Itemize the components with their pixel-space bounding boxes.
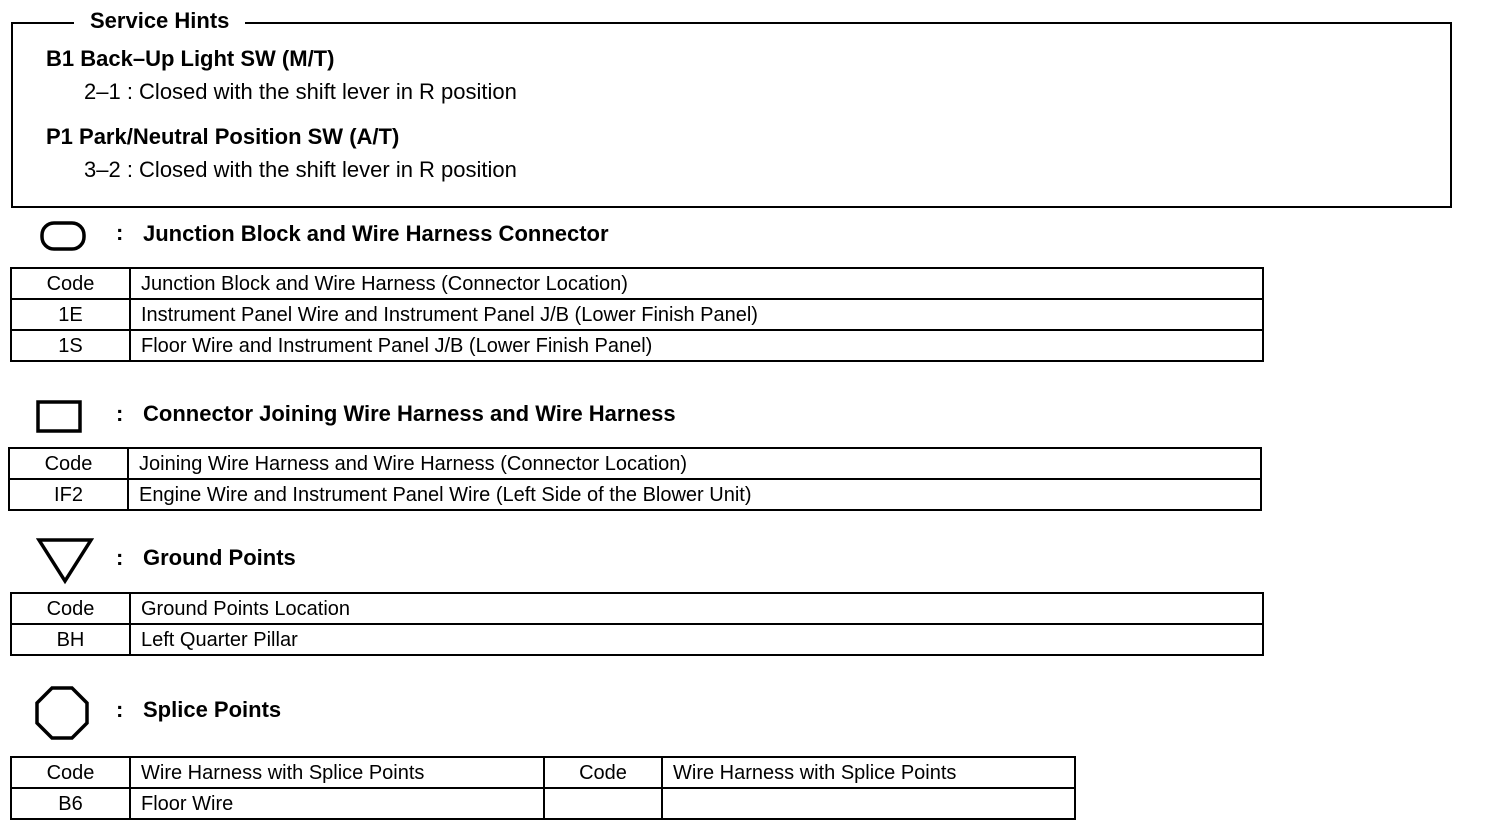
table-row <box>11 788 1075 819</box>
code-header: Code <box>11 268 130 299</box>
hint-heading-p1: P1 Park/Neutral Position SW (A/T) <box>46 124 400 149</box>
wire-harness-header: Wire Harness with Splice Points <box>130 757 544 788</box>
table-row <box>11 299 1263 330</box>
ground-section-title: Ground Points <box>143 545 296 570</box>
code-cell: 1S <box>11 330 130 361</box>
code-cell: 1E <box>11 299 130 330</box>
table-row <box>11 330 1263 361</box>
junction-section-title: Junction Block and Wire Harness Connector <box>143 221 609 246</box>
wire-harness-cell: Floor Wire <box>130 788 544 819</box>
location-header: Joining Wire Harness and Wire Harness (Connector Location) <box>128 448 1261 479</box>
code-cell: IF2 <box>9 479 128 510</box>
table-header-row <box>9 448 1261 479</box>
hint-detail-b1: 2–1 : Closed with the shift lever in R position <box>84 79 517 104</box>
connector-section-title: Connector Joining Wire Harness and Wire Harness <box>143 401 676 426</box>
code-header: Code <box>11 593 130 624</box>
table-header-row <box>11 593 1263 624</box>
table-header-row <box>11 757 1075 788</box>
octagon-icon <box>35 686 89 740</box>
junction-colon: : <box>116 220 124 245</box>
ground-table <box>10 592 1264 656</box>
splice-section-title: Splice Points <box>143 697 282 722</box>
service-hints-title: Service Hints <box>74 8 245 34</box>
wire-harness-header: Wire Harness with Splice Points <box>662 757 1075 788</box>
connector-table <box>8 447 1262 511</box>
splice-colon: : <box>116 697 124 722</box>
code-header: Code <box>544 757 662 788</box>
location-cell: Floor Wire and Instrument Panel J/B (Lower Finish Panel) <box>130 330 1263 361</box>
code-header: Code <box>9 448 128 479</box>
code-header: Code <box>11 757 130 788</box>
junction-table <box>10 267 1264 362</box>
hint-heading-b1: B1 Back–Up Light SW (M/T) <box>46 46 335 71</box>
location-cell: Engine Wire and Instrument Panel Wire (Left Side of the Blower Unit) <box>128 479 1261 510</box>
rounded-rectangle-icon <box>40 220 86 252</box>
table-row <box>9 479 1261 510</box>
table-row <box>11 624 1263 655</box>
code-cell: BH <box>11 624 130 655</box>
hint-detail-p1: 3–2 : Closed with the shift lever in R position <box>84 157 517 182</box>
code-cell: B6 <box>11 788 130 819</box>
table-header-row <box>11 268 1263 299</box>
connector-colon: : <box>116 401 124 426</box>
rectangle-icon <box>36 400 82 434</box>
location-cell: Instrument Panel Wire and Instrument Panel J/B (Lower Finish Panel) <box>130 299 1263 330</box>
wire-harness-cell <box>662 788 1075 819</box>
location-header: Ground Points Location <box>130 593 1263 624</box>
location-header: Junction Block and Wire Harness (Connector Location) <box>130 268 1263 299</box>
splice-table <box>10 756 1076 820</box>
location-cell: Left Quarter Pillar <box>130 624 1263 655</box>
ground-colon: : <box>116 545 124 570</box>
inverted-triangle-icon <box>36 537 94 585</box>
code-cell <box>544 788 662 819</box>
